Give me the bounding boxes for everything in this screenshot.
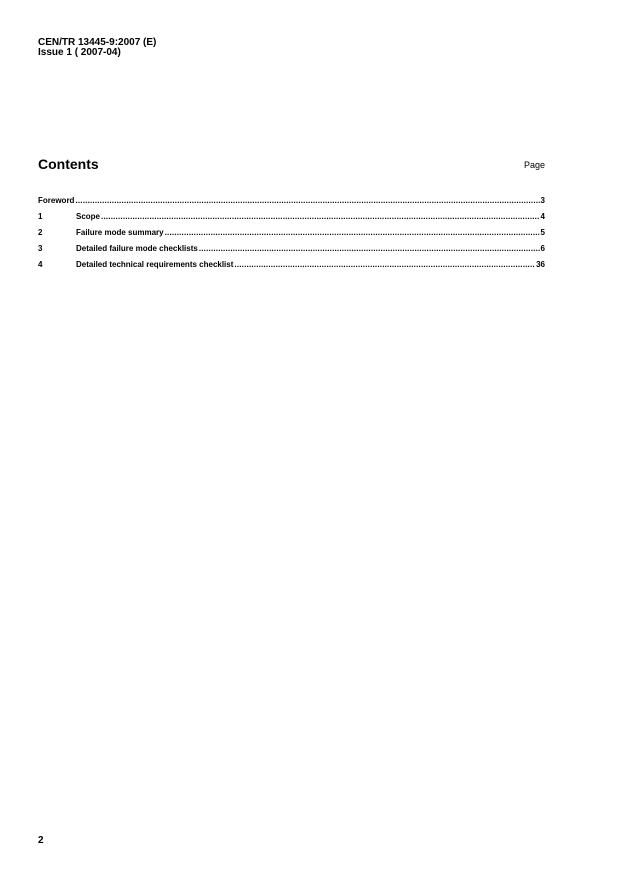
toc-entry-page: 4 <box>540 212 545 221</box>
toc-entry-page: 5 <box>540 228 545 237</box>
toc-dot-leader <box>75 196 539 206</box>
toc-entry-detailed-failure-mode-checklists[interactable] <box>38 244 545 260</box>
toc-dot-leader <box>234 260 535 270</box>
toc-entry-number: 1 <box>38 212 43 221</box>
toc-entry-page: 3 <box>540 196 545 205</box>
toc-entry-scope[interactable] <box>38 212 545 228</box>
toc-entry-failure-mode-summary[interactable] <box>38 228 545 244</box>
page-number: 2 <box>38 835 44 846</box>
document-issue: Issue 1 ( 2007-04) <box>38 47 121 58</box>
toc-entry-number: 3 <box>38 244 43 253</box>
toc-entry-page: 36 <box>536 260 545 269</box>
toc-entry-number: 2 <box>38 228 43 237</box>
contents-heading: Contents <box>38 156 99 172</box>
toc-entry-detailed-technical-requirements-checklist[interactable] <box>38 260 545 276</box>
toc-dot-leader <box>199 244 540 254</box>
toc-entry-title: Scope <box>76 212 101 221</box>
toc-entry-title: Detailed failure mode checklists <box>76 244 198 253</box>
toc-entry-title: Detailed technical requirements checklist <box>76 260 234 269</box>
table-of-contents <box>38 196 545 276</box>
toc-entry-foreword[interactable] <box>38 196 545 212</box>
toc-dot-leader <box>101 212 540 222</box>
toc-entry-number: 4 <box>38 260 43 269</box>
toc-entry-title: Foreword <box>38 196 75 205</box>
toc-entry-page: 6 <box>540 244 545 253</box>
toc-dot-leader <box>165 228 540 238</box>
document-header <box>38 38 156 58</box>
page-column-label: Page <box>523 160 545 170</box>
document-id: CEN/TR 13445-9:2007 (E) <box>38 37 157 48</box>
toc-entry-title: Failure mode summary <box>76 228 164 237</box>
